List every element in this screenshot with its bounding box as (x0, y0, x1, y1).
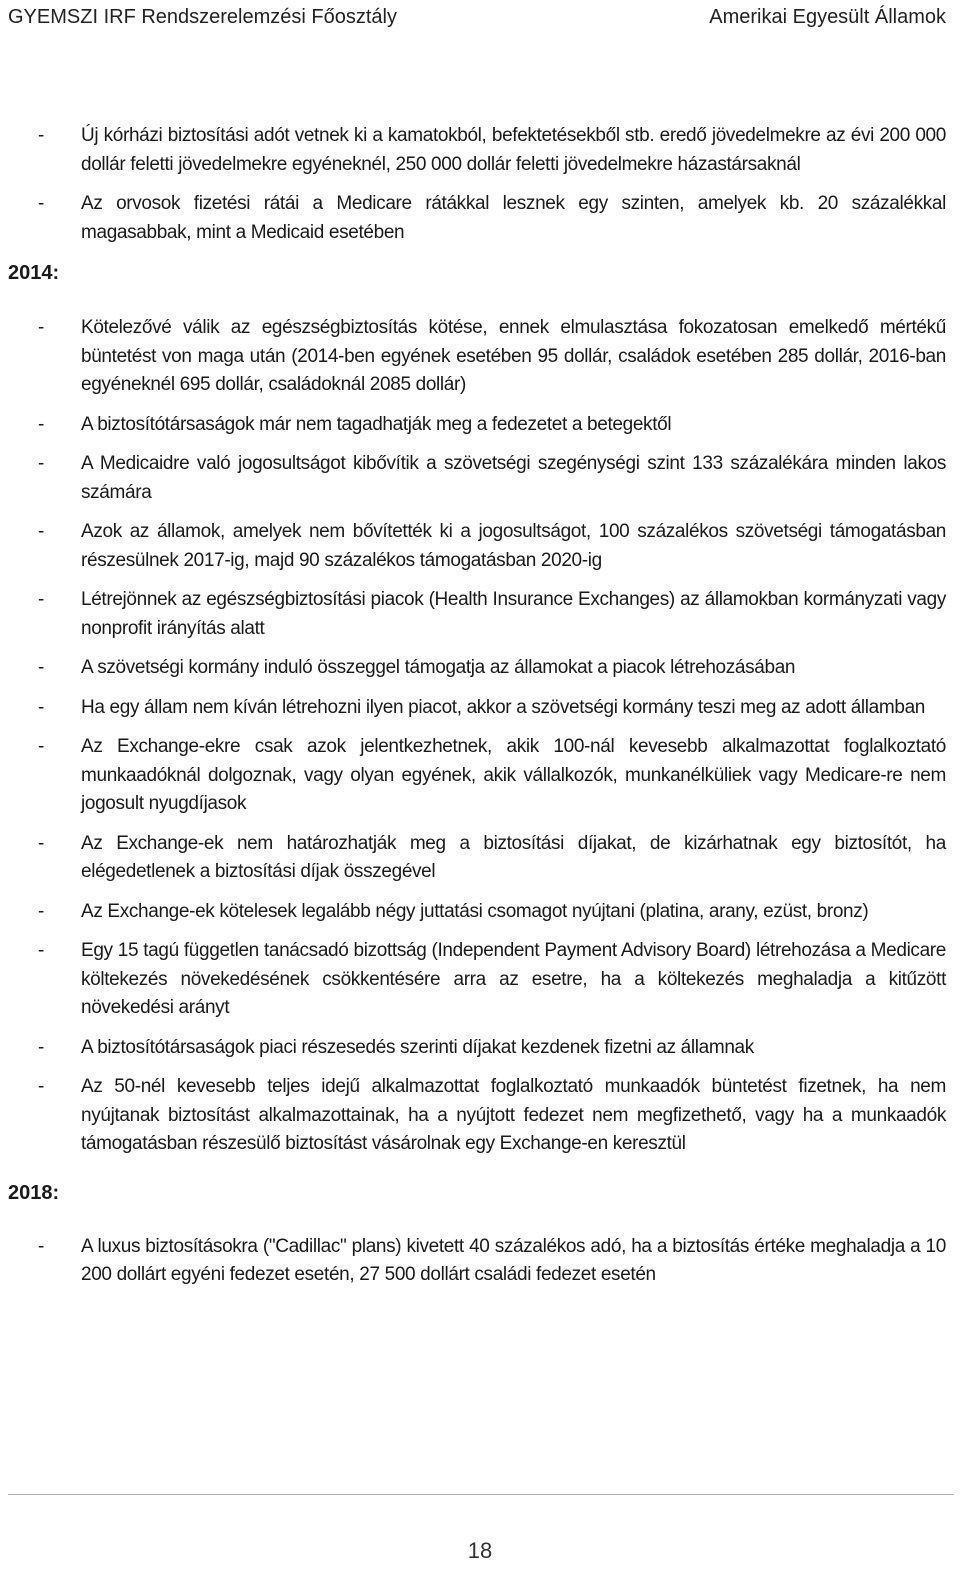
bullet-dash: - (38, 1076, 44, 1097)
list-item-text: Az orvosok fizetési rátái a Medicare rátákkal lesznek egy szinten, amelyek kb. 20 százalékkal magasabbak, mint a Medicaid esetében (81, 193, 946, 243)
bullet-dash: - (38, 832, 44, 854)
list-item (0, 694, 960, 723)
list-item (0, 450, 960, 507)
bullet-dash: - (38, 940, 44, 961)
bullet-dash: - (38, 736, 44, 757)
page-number: 18 (467, 1538, 493, 1563)
bullet-dash: - (38, 317, 44, 338)
list-item (0, 190, 960, 247)
list-item (0, 1233, 960, 1290)
list-item-text: Kötelezővé válik az egészségbiztosítás kötése, ennek elmulasztása fokozatosan emelkedő mértékű büntetést von maga után (2014-ben egyének esetében 95 dollár, családok esetében 285 dollár, 2016-ban egyéneknél 695 dollár, családoknál 2085 dollár) (81, 317, 946, 395)
list-item-text: A biztosítótársaságok piaci részesedés szerinti díjakat kezdenek fizetni az államnak (81, 1036, 754, 1058)
list-item (0, 733, 960, 819)
list-item-text: A szövetségi kormány induló összeggel támogatja az államokat a piacok létrehozásában (81, 657, 796, 678)
page-header (0, 0, 960, 36)
list-item-text: A luxus biztosításokra ("Cadillac" plans) kivetett 40 százalékos adó, ha a biztosítás értéke meghaladja a 10 200 dollárt egyéni fedezet esetén, 27 500 dollárt családi fedezet esetén (81, 1235, 946, 1285)
header-country: Amerikai Egyesült Államok (709, 6, 946, 28)
list-item-text: Létrejönnek az egészségbiztosítási piacok (Health Insurance Exchanges) az államokban kormányzati vagy nonprofit irányítás alatt (81, 589, 946, 639)
list-item (0, 937, 960, 1023)
header-organization: GYEMSZI IRF Rendszerelemzési Főosztály (8, 6, 397, 28)
list-item (0, 122, 960, 179)
bullet-dash: - (38, 413, 44, 435)
footer-divider (8, 1494, 954, 1495)
list-item-text: Az Exchange-ekre csak azok jelentkezhetnek, akik 100-nál kevesebb alkalmazottat foglalkoztató munkaadóknál dolgoznak, vagy olyan egyének, akik vállalkozók, munkanélküliek vagy Medicare-re nem jogosult nyugdíjasok (81, 736, 946, 814)
bullet-dash: - (38, 125, 44, 146)
section-heading-2018: 2018: (8, 1181, 60, 1204)
list-item-text: Az 50-nél kevesebb teljes idejű alkalmazottat foglalkoztató munkaadók büntetést fizetnek, ha nem nyújtanak biztosítást alkalmazottainak, ha a nyújtott fedezet nem megfizethető, vagy ha a munkaadók támogatásban részesülő biztosítást vásárolnak egy Exchange-en keresztül (81, 1076, 946, 1154)
list-item-text: Ha egy állam nem kíván létrehozni ilyen piacot, akkor a szövetségi kormány teszi meg az adott államban (81, 696, 926, 718)
bullet-dash: - (38, 1036, 44, 1058)
list-item-text: Az Exchange-ek kötelesek legalább négy juttatási csomagot nyújtani (platina, arany, ezüst, bronz) (81, 900, 869, 922)
bullet-dash: - (38, 589, 44, 610)
bullet-dash: - (38, 657, 44, 678)
list-item (0, 314, 960, 400)
list-item (0, 1034, 960, 1063)
list-item (0, 830, 960, 887)
document-body (0, 122, 960, 1301)
bullet-dash: - (38, 696, 44, 718)
list-item-text: A Medicaidre való jogosultságot kibővítik a szövetségi szegénységi szint 133 százalékára minden lakos számára (81, 453, 946, 503)
list-item (0, 654, 960, 683)
bullet-dash: - (38, 453, 44, 474)
list-item-text: Egy 15 tagú független tanácsadó bizottság (Independent Payment Advisory Board) létrehozása a Medicare költekezés növekedésének csökkentésére arra az esetre, ha a költekezés meghaladja a kitűzött növekedési arányt (81, 940, 946, 1018)
bullet-dash: - (38, 1235, 44, 1257)
bullet-dash: - (38, 900, 44, 922)
section-heading-2014: 2014: (8, 262, 60, 284)
list-item-text: Azok az államok, amelyek nem bővítették ki a jogosultságot, 100 százalékos szövetségi támogatásban részesülnek 2017-ig, majd 90 százalékos támogatásban 2020-ig (81, 521, 946, 571)
list-item (0, 1073, 960, 1159)
list-item-text: Új kórházi biztosítási adót vetnek ki a kamatokból, befektetésekből stb. eredő jövedelmekre az évi 200 000 dollár feletti jövedelmekre egyéneknél, 250 000 dollár feletti jövedelmekre házastársaknál (81, 125, 946, 175)
list-item (0, 586, 960, 643)
list-item (0, 898, 960, 927)
list-item (0, 518, 960, 575)
list-item (0, 411, 960, 440)
list-item-text: Az Exchange-ek nem határozhatják meg a biztosítási díjakat, de kizárhatnak egy biztosítót, ha elégedetlenek a biztosítási díjak összegével (81, 832, 946, 882)
list-item-text: A biztosítótársaságok már nem tagadhatják meg a fedezetet a betegektől (81, 413, 672, 435)
bullet-dash: - (38, 521, 44, 542)
bullet-dash: - (38, 193, 44, 214)
